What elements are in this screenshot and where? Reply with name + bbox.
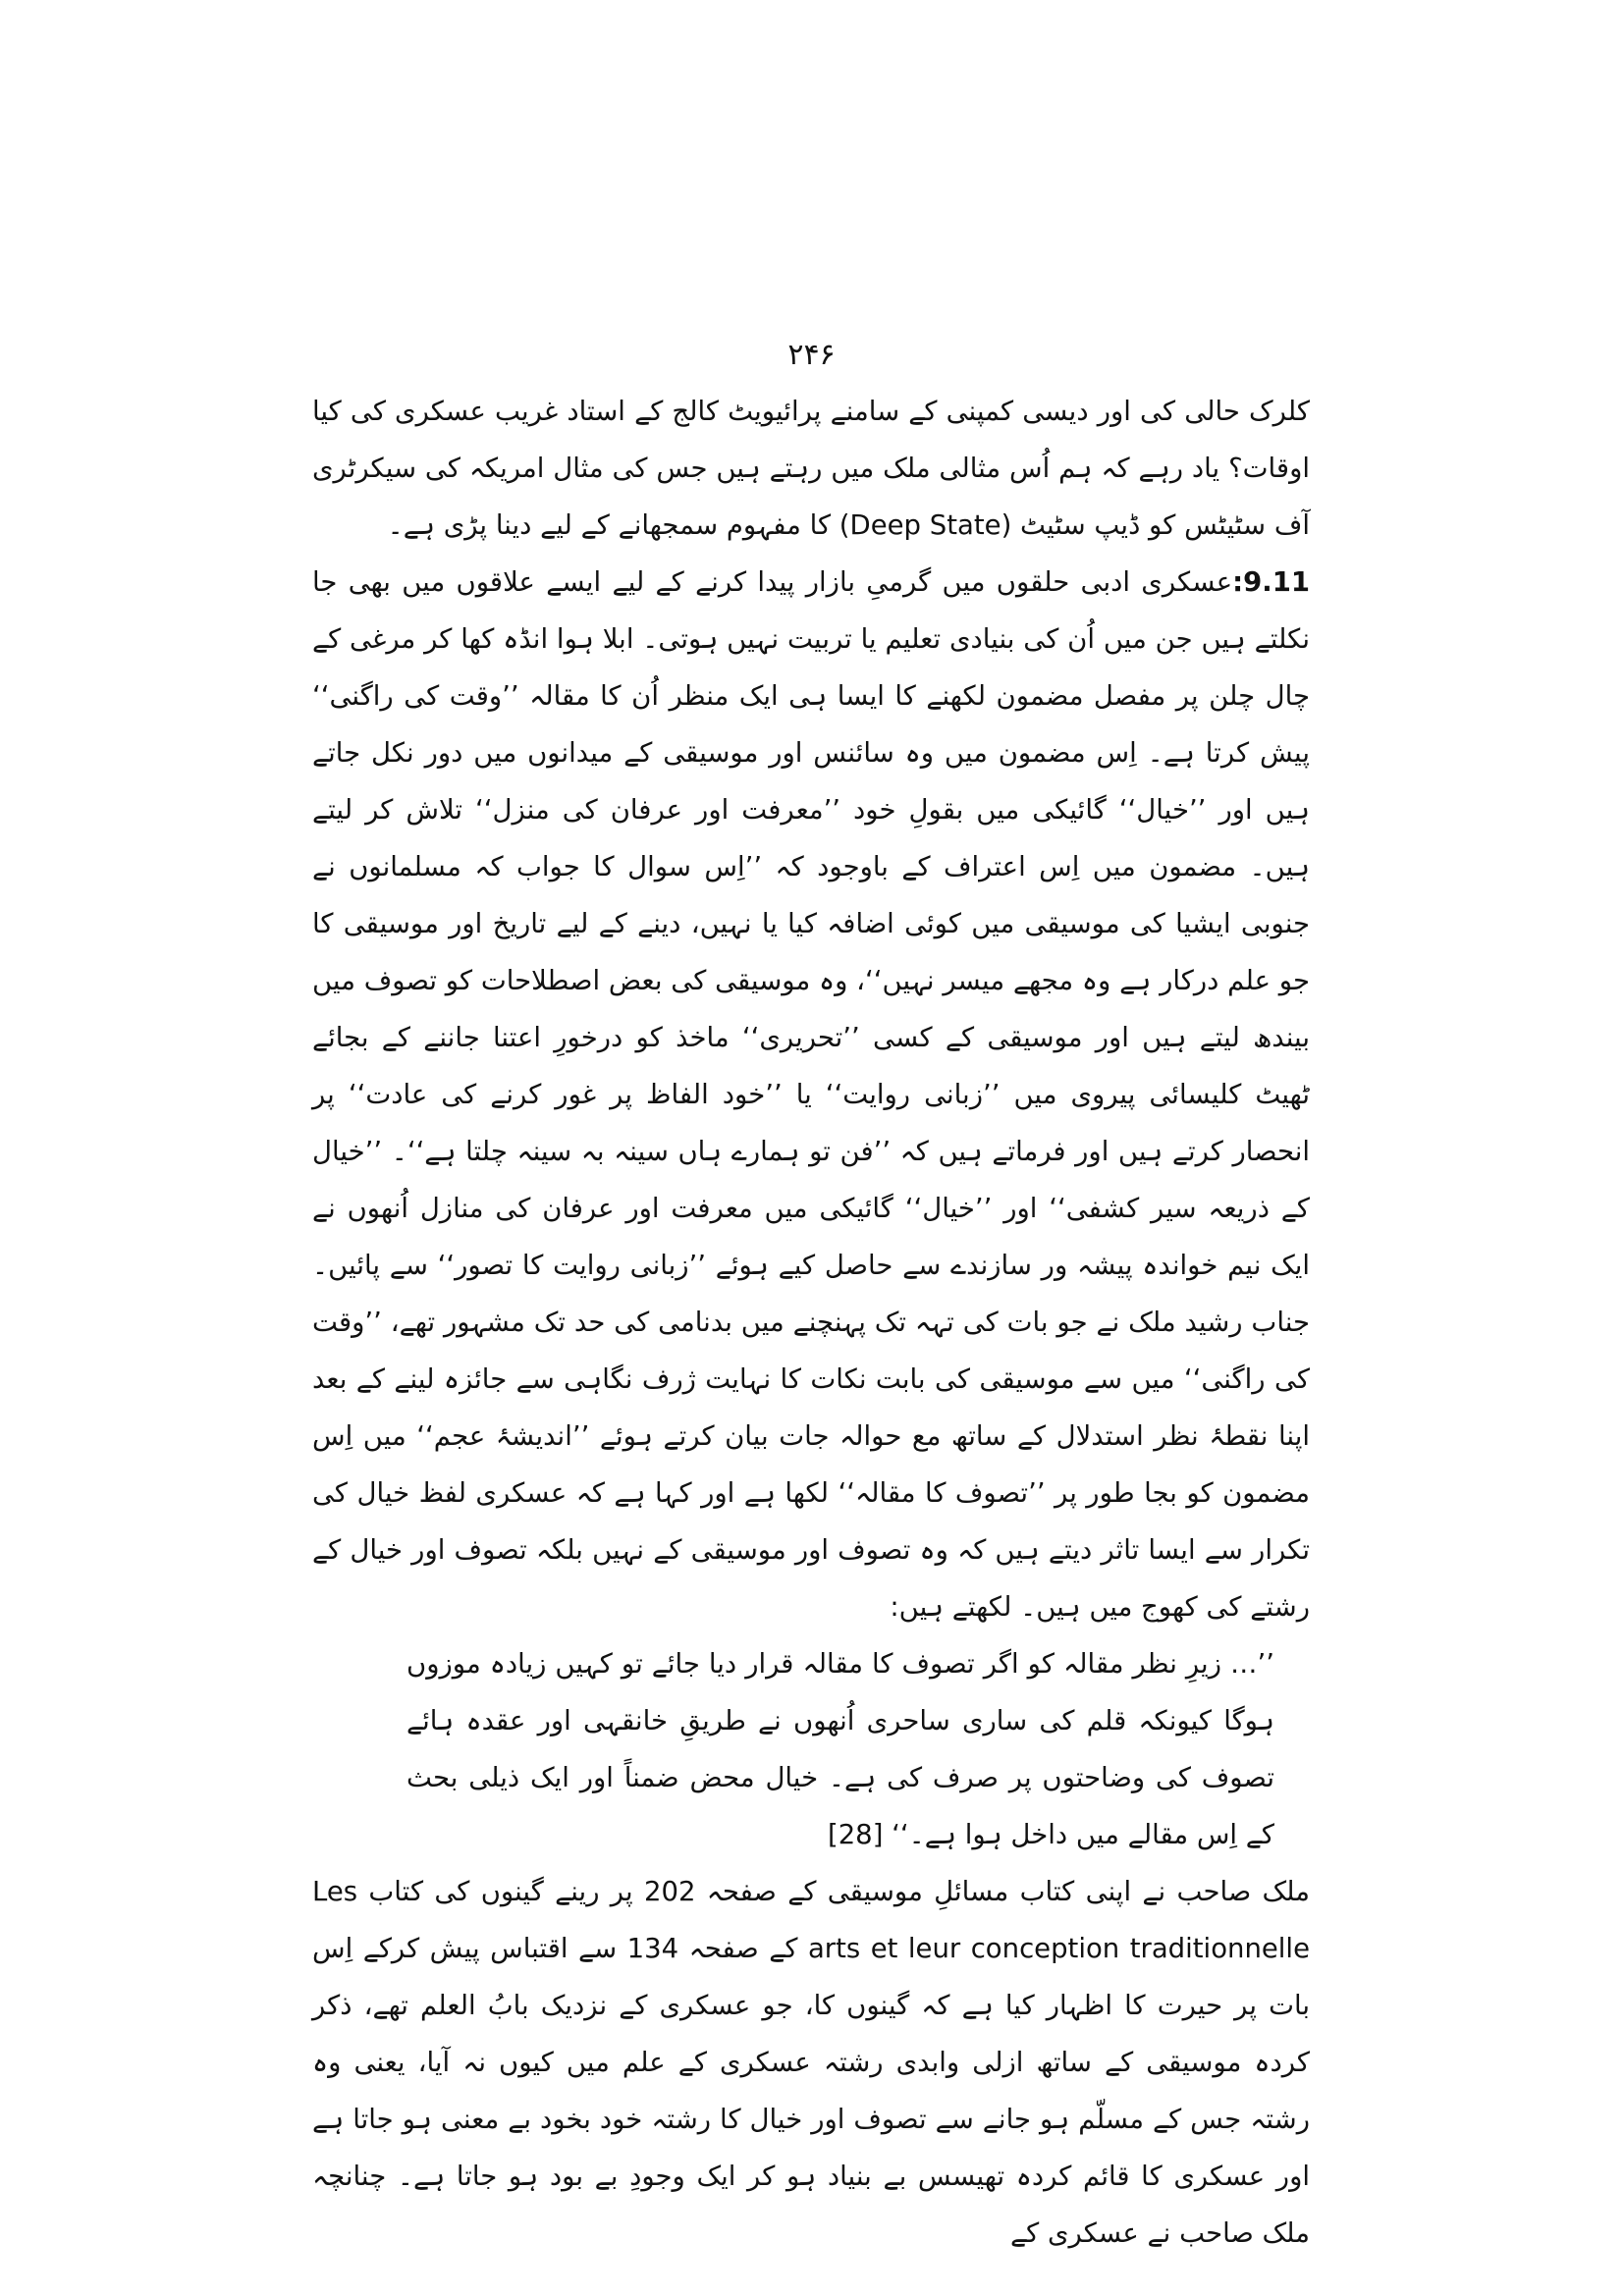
paragraph-text: کلرک حالی کی اور دیسی کمپنی کے سامنے پرائیویٹ کالج کے استاد غریب عسکری کی کیا اوقات؟ یاد رہے کہ ہم اُس مثالی ملک میں رہتے ہیں جس کی مثال امریکہ کی سیکرٹری آف سٹیٹس کو ڈیپ سٹیٹ (Deep State) کا مفہوم سمجھانے کے لیے دینا پڑی ہے۔ [312,396,1310,541]
paragraph-number: 9.11: [1232,566,1310,598]
closing-paragraph: ملک صاحب نے اپنی کتاب مسائلِ موسیقی کے صفحہ 202 پر رینے گینوں کی کتاب Les arts et leur conception traditionnelle کے صفحہ 134 سے اقتباس پیش کرکے اِس بات پر حیرت کا اظہار کیا ہے کہ گینوں کا، جو عسکری کے نزدیک بابُ العلم تھے، ذکر کردہ موسیقی کے ساتھ ازلی وابدی رشتہ عسکری کے علم میں کیوں نہ آیا، یعنی وہ رشتہ جس کے مسلّم ہو جانے سے تصوف اور خیال کا رشتہ خود بخود بے معنی ہو جاتا ہے اور عسکری کا قائم کردہ تھیسس بے بنیاد ہو کر ایک وجودِ بے بود ہو جاتا ہے۔ چنانچہ ملک صاحب نے عسکری کے [312,1876,1311,2249]
paragraph-continuation [312,383,1310,554]
paragraph-text: عسکری ادبی حلقوں میں گرمیِ بازار پیدا کرنے کے لیے ایسے علاقوں میں بھی جا نکلتے ہیں جن میں اُن کی بنیادی تعلیم یا تربیت نہیں ہوتی۔ ابلا ہوا انڈہ کھا کر مرغی کے چال چلن پر مفصل مضمون لکھنے کا ایسا ہی ایک منظر اُن کا مقالہ ’’وقت کی راگنی‘‘ پیش کرتا ہے۔ اِس مضمون میں وہ سائنس اور موسیقی کے میدانوں میں دور نکل جاتے ہیں اور ’’خیال‘‘ گائیکی میں بقولِ خود ’’معرفت اور عرفان کی منزل‘‘ تلاش کر لیتے ہیں۔ مضمون میں اِس اعتراف کے باوجود کہ ’’اِس سوال کا جواب کہ مسلمانوں نے جنوبی ایشیا کی موسیقی میں کوئی اضافہ کیا یا نہیں، دینے کے لیے تاریخ اور موسیقی کا جو علم درکار ہے وہ مجھے میسر نہیں‘‘، وہ موسیقی کی بعض اصطلاحات کو تصوف میں بیندھ لیتے ہیں اور موسیقی کے کسی ’’تحریری‘‘ ماخذ کو درخورِ اعتنا جاننے کے بجائے ٹھیٹ کلیسائی پیروی میں ’’زبانی روایت‘‘ یا ’’خود الفاظ پر غور کرنے کی عادت‘‘ پر انحصار کرتے ہیں اور فرماتے ہیں کہ ’’فن تو ہمارے ہاں سینہ بہ سینہ چلتا ہے‘‘۔ ’’خیال کے ذریعہ سیر کشفی‘‘ اور ’’خیال‘‘ گائیکی میں معرفت اور عرفان کی منازل اُنھوں نے ایک نیم خواندہ پیشہ ور سازندے سے حاصل کیے ہوئے ’’زبانی روایت کا تصور‘‘ سے پائیں۔ جناب رشید ملک نے جو بات کی تہہ تک پہنچنے میں بدنامی کی حد تک مشہور تھے، ’’وقت کی راگنی‘‘ میں سے موسیقی کی بابت نکات کا نہایت ژرف نگاہی سے جائزہ لینے کے بعد اپنا نقطۂ نظر استدلال کے ساتھ مع حوالہ جات بیان کرتے ہوئے ’’اندیشۂ عجم‘‘ میں اِس مضمون کو بجا طور پر ’’تصوف کا مقالہ‘‘ لکھا ہے اور کہا ہے کہ عسکری لفظ خیال کی تکرار سے ایسا تاثر دیتے ہیں کہ وہ تصوف اور موسیقی کے نہیں بلکہ تصوف اور خیال کے رشتے کی کھوج میں ہیں۔ لکھتے ہیں: [312,566,1310,1623]
body-text [312,383,1310,2262]
page-number: ۲۴۶ [787,338,836,372]
block-quote: ’’… زیرِ نظر مقالہ کو اگر تصوف کا مقالہ قرار دیا جائے تو کہیں زیادہ موزوں ہوگا کیونکہ قلم کی ساری ساحری اُنھوں نے طریقِ خانقہی اور عقدہ ہائے تصوف کی وضاحتوں پر صرف کی ہے۔ خیال محض ضمناً اور ایک ذیلی بحث کے اِس مقالے میں داخل ہوا ہے۔‘‘ [28] [406,1648,1274,1850]
paragraph-9-11 [312,554,1310,1635]
